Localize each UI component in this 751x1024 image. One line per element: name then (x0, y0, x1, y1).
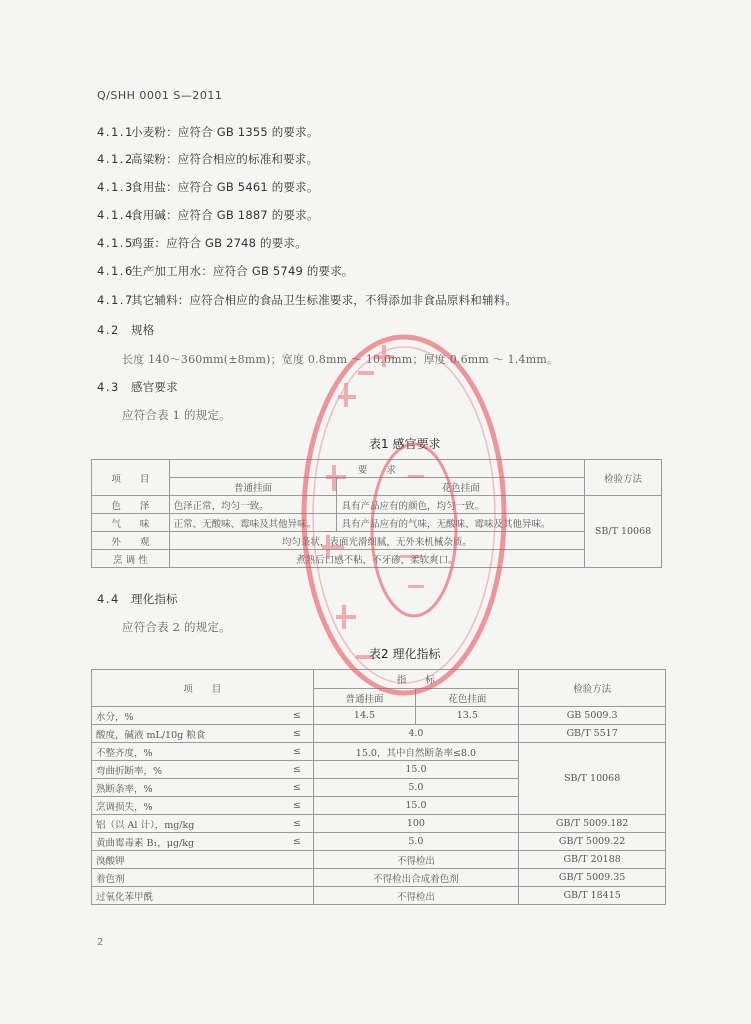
cell-item: 过氧化苯甲酰 (92, 887, 314, 905)
table1-header-color: 花色挂面 (337, 478, 585, 496)
table-row (92, 707, 666, 725)
cell-le: ≤ (281, 815, 313, 833)
table-row (92, 725, 666, 743)
cell-item: 不整齐度，% (92, 743, 282, 761)
page-number: 2 (97, 937, 104, 948)
section-4-2-heading (97, 322, 154, 338)
requirement-item (97, 151, 318, 167)
cell-le: ≤ (281, 797, 313, 815)
table-row (92, 514, 662, 532)
cell-item: 熟断条率，% (92, 779, 282, 797)
section-number: 4.3 (97, 380, 120, 394)
cell-method: GB 5009.3 (519, 707, 666, 725)
standard-code-header: Q/SHH 0001 S—2011 (97, 89, 223, 102)
cell-method: GB/T 20188 (519, 851, 666, 869)
item-text: 其它辅料：应符合相应的食品卫生标准要求，不得添加非食品原料和辅料。 (131, 293, 518, 307)
cell-le: ≤ (281, 707, 313, 725)
table-row (92, 550, 662, 568)
cell-color: 具有产品应有的颜色，均匀一致。 (337, 496, 585, 514)
cell-merged: 100 (313, 815, 519, 833)
cell-plain: 14.5 (313, 707, 416, 725)
table2-header-plain: 普通挂面 (313, 689, 416, 707)
table-row (92, 851, 666, 869)
item-number: 4.1.6 (97, 264, 134, 278)
section-number: 4.2 (97, 323, 120, 337)
cell-plain: 正常、无酸味、霉味及其他异味。 (169, 514, 337, 532)
cell-color: 13.5 (416, 707, 519, 725)
table2-caption: 表2 理化指标 (369, 647, 441, 661)
requirement-item (97, 292, 517, 308)
cell-merged: 15.0，其中自然断条率≤8.0 (313, 743, 519, 761)
item-number: 4.1.4 (97, 208, 134, 222)
table1-header-plain: 普通挂面 (169, 478, 337, 496)
cell-merged: 5.0 (313, 833, 519, 851)
cell-method: GB/T 18415 (519, 887, 666, 905)
physicochemical-indicators-table (91, 669, 666, 905)
requirement-item (97, 235, 307, 251)
cell-item: 外 观 (92, 532, 170, 550)
requirement-item (97, 263, 354, 279)
cell-le: ≤ (281, 743, 313, 761)
section-4-4-heading (97, 591, 178, 607)
cell-merged: 不得检出 (313, 851, 519, 869)
table2-header-method: 检验方法 (519, 670, 666, 707)
cell-item: 黄曲霉毒素 B₁，μg/kg (92, 833, 282, 851)
section-4-3-heading (97, 379, 178, 395)
cell-method: GB/T 5009.35 (519, 869, 666, 887)
spec-text: 长度 140～360mm(±8mm)；宽度 0.8mm ～ 10.0mm；厚度 0.6mm ～ 1.4mm。 (122, 353, 559, 366)
cell-merged: 均匀条状，表面光滑细腻，无外来机械杂质。 (169, 532, 584, 550)
requirement-item (97, 207, 319, 223)
cell-method: SB/T 10068 (519, 743, 666, 815)
table1-reference: 应符合表 1 的规定。 (122, 408, 231, 422)
cell-le: ≤ (281, 833, 313, 851)
cell-method: GB/T 5517 (519, 725, 666, 743)
cell-merged: 15.0 (313, 761, 519, 779)
table-row (92, 887, 666, 905)
table2-reference: 应符合表 2 的规定。 (122, 620, 231, 634)
section-title: 规格 (131, 323, 155, 337)
item-text: 食用碱：应符合 GB 1887 的要求。 (131, 208, 319, 222)
item-number: 4.1.7 (97, 293, 134, 307)
item-number: 4.1.1 (97, 125, 134, 139)
table1-header-requirement: 要 求 (169, 460, 584, 478)
item-text: 高粱粉：应符合相应的标准和要求。 (131, 152, 319, 166)
cell-item: 弯曲折断率，% (92, 761, 282, 779)
table-row (92, 532, 662, 550)
cell-item: 水分，% (92, 707, 282, 725)
table1-header-method: 检验方法 (585, 460, 662, 496)
item-number: 4.1.3 (97, 180, 134, 194)
table2-header-color: 花色挂面 (416, 689, 519, 707)
cell-merged: 15.0 (313, 797, 519, 815)
cell-merged: 不得检出合成着色剂 (313, 869, 519, 887)
section-title: 理化指标 (131, 592, 178, 606)
item-text: 小麦粉：应符合 GB 1355 的要求。 (131, 125, 319, 139)
cell-le: ≤ (281, 779, 313, 797)
table1-caption: 表1 感官要求 (369, 437, 441, 451)
item-text: 鸡蛋：应符合 GB 2748 的要求。 (131, 236, 307, 250)
cell-method: SB/T 10068 (585, 496, 662, 568)
section-title: 感官要求 (131, 380, 178, 394)
sensory-requirements-table (91, 459, 662, 568)
table-row (92, 869, 666, 887)
requirement-item (97, 124, 319, 140)
table-row (92, 496, 662, 514)
section-number: 4.4 (97, 592, 120, 606)
cell-color: 具有产品应有的气味，无酸味、霉味及其他异味。 (337, 514, 585, 532)
cell-item: 烹调损失，% (92, 797, 282, 815)
item-number: 4.1.5 (97, 236, 134, 250)
cell-merged: 不得检出 (313, 887, 519, 905)
cell-merged: 4.0 (313, 725, 519, 743)
table2-header-item: 项 目 (92, 670, 314, 707)
table-row (92, 833, 666, 851)
cell-method: GB/T 5009.182 (519, 815, 666, 833)
cell-method: GB/T 5009.22 (519, 833, 666, 851)
item-text: 食用盐：应符合 GB 5461 的要求。 (131, 180, 319, 194)
table2-header-index: 指 标 (313, 670, 519, 689)
cell-item: 酸度，碱液 mL/10g 粮食 (92, 725, 282, 743)
cell-item: 铝（以 Al 计），mg/kg (92, 815, 282, 833)
item-text: 生产加工用水：应符合 GB 5749 的要求。 (131, 264, 354, 278)
table-row (92, 815, 666, 833)
table-row (92, 743, 666, 761)
cell-le: ≤ (281, 725, 313, 743)
cell-item: 气 味 (92, 514, 170, 532)
cell-plain: 色泽正常，均匀一致。 (169, 496, 337, 514)
cell-le: ≤ (281, 761, 313, 779)
cell-item: 溴酸钾 (92, 851, 314, 869)
table1-header-item: 项 目 (92, 460, 170, 496)
cell-item: 烹 调 性 (92, 550, 170, 568)
cell-merged: 煮熟后口感不粘，不牙碜，柔软爽口。 (169, 550, 584, 568)
requirement-item (97, 179, 319, 195)
cell-merged: 5.0 (313, 779, 519, 797)
cell-item: 着色剂 (92, 869, 314, 887)
item-number: 4.1.2 (97, 152, 134, 166)
cell-item: 色 泽 (92, 496, 170, 514)
